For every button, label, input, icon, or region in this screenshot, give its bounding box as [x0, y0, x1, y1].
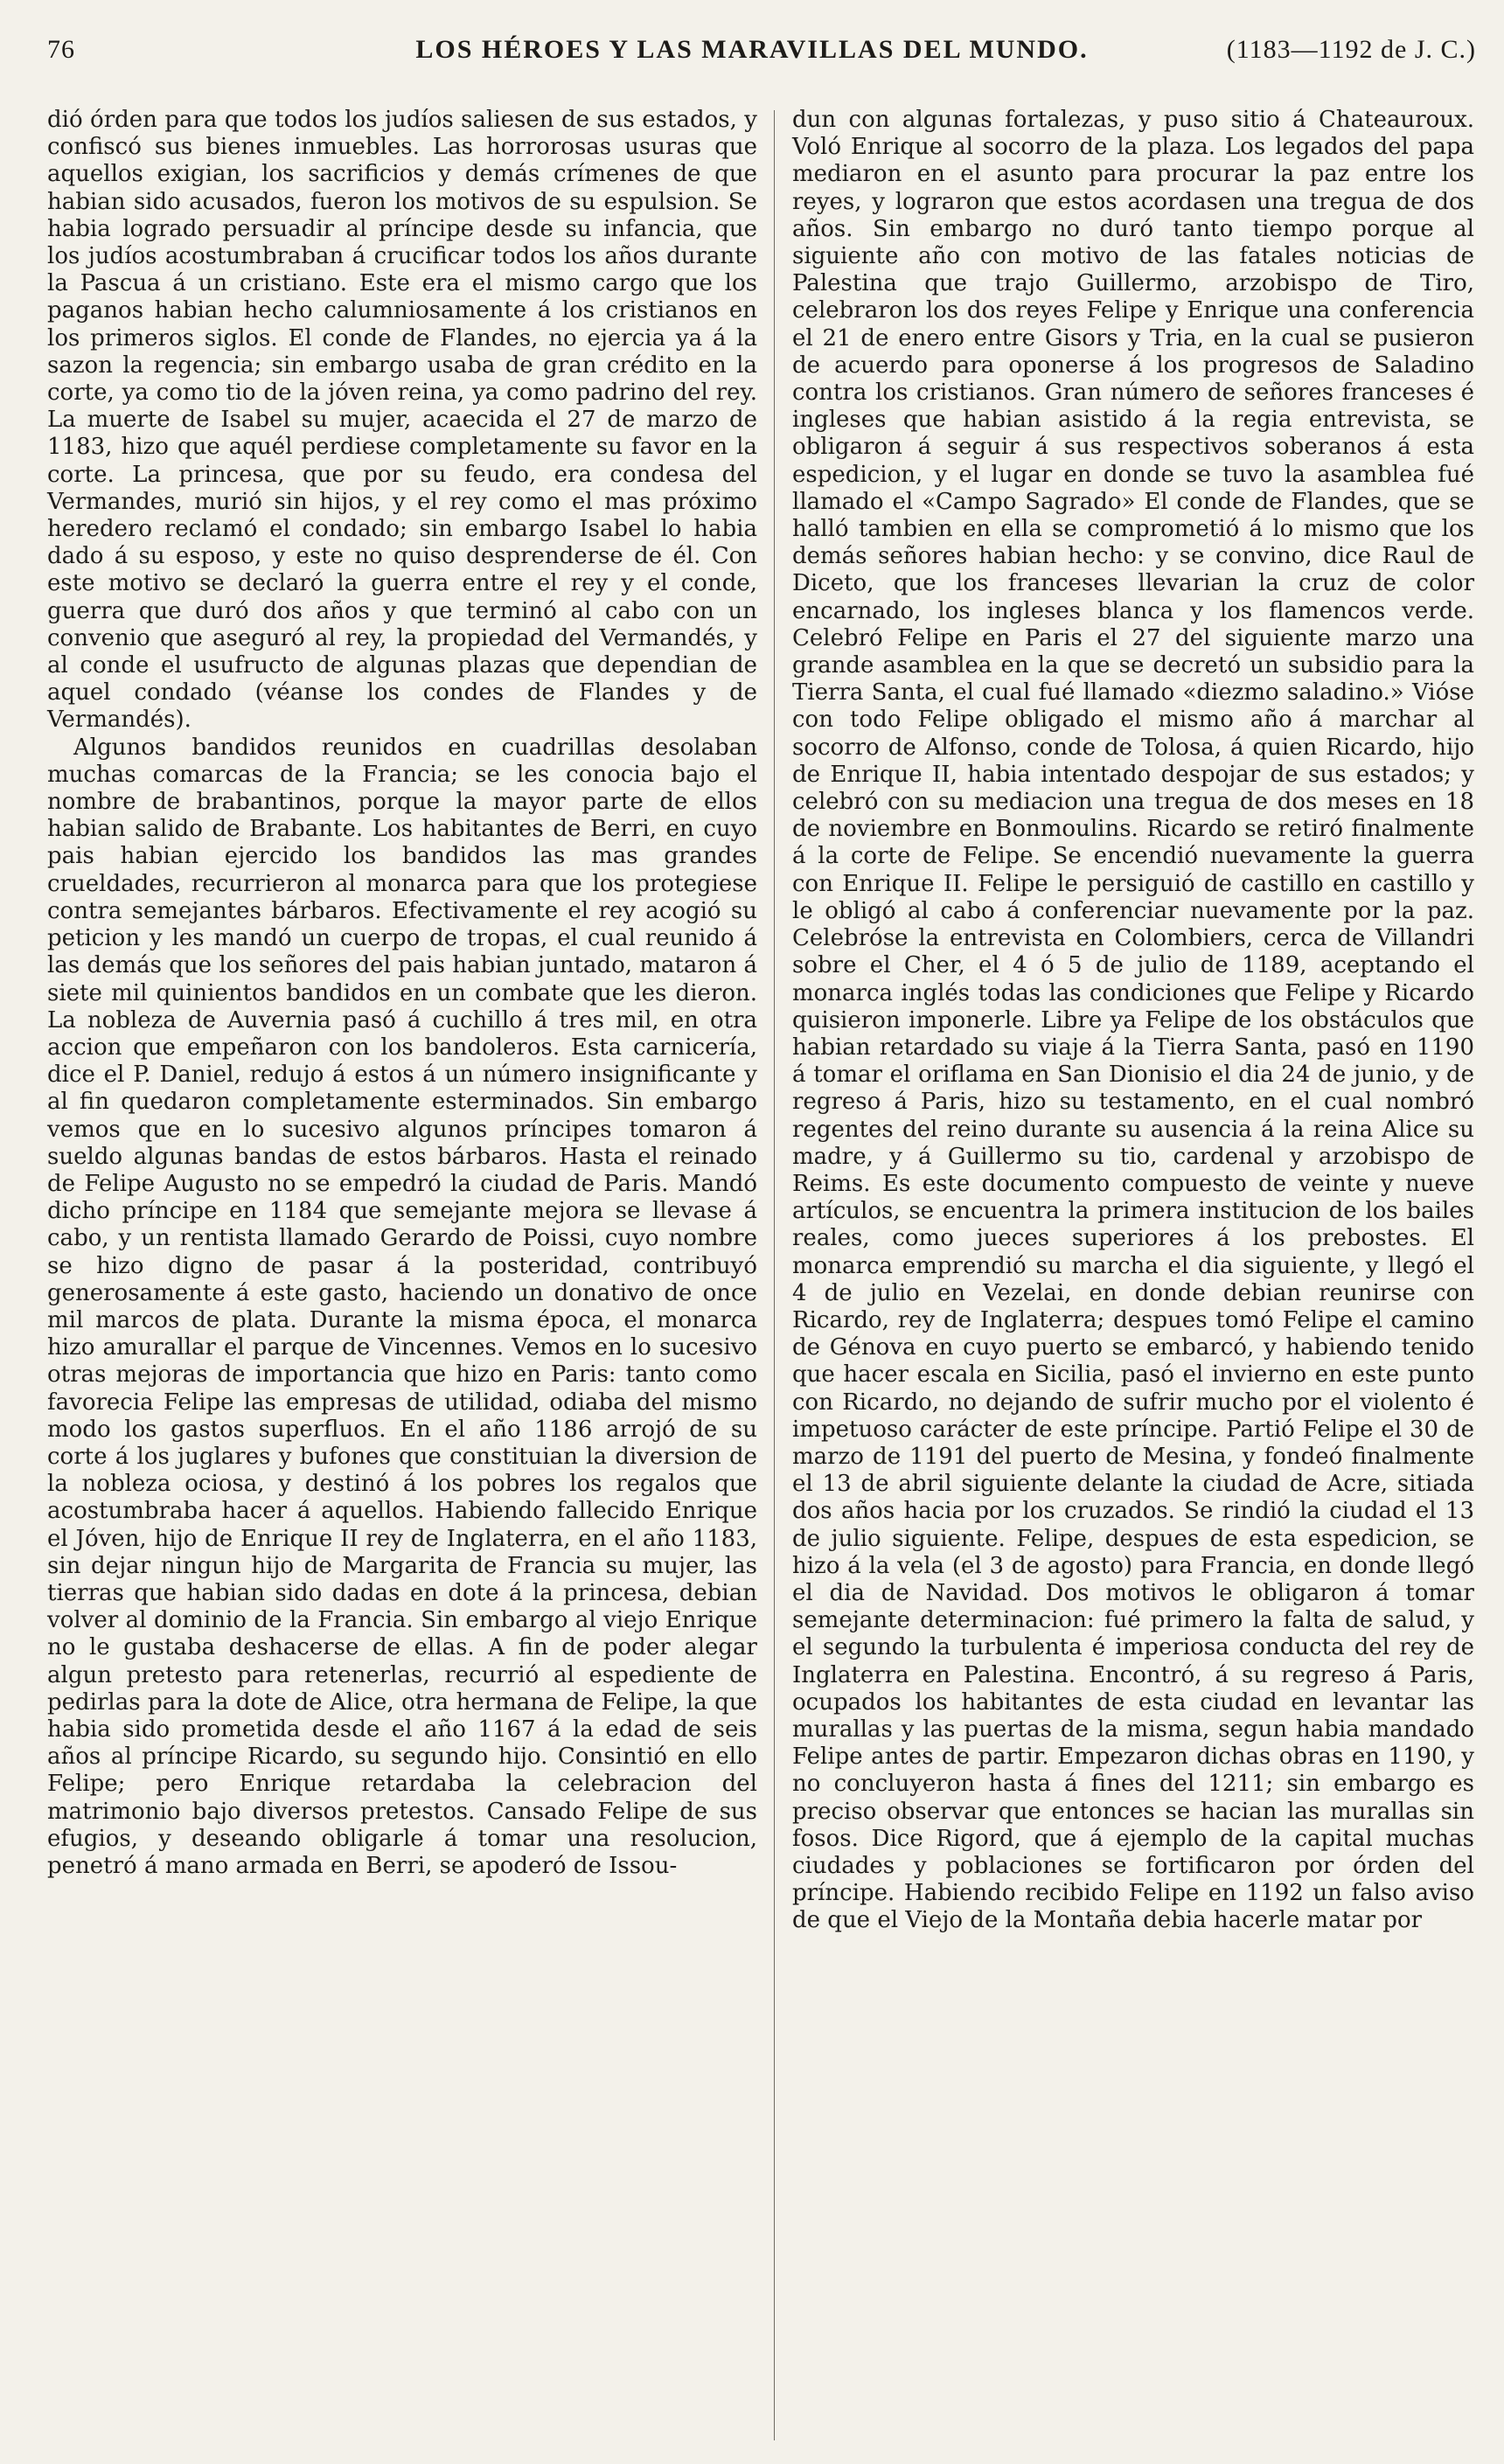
left-column	[47, 107, 757, 1880]
column-divider	[774, 110, 775, 2440]
page-number: 76	[47, 35, 75, 64]
date-range: (1183—1192 de J. C.)	[1226, 35, 1476, 64]
paragraph: Algunos bandidos reunidos en cuadrillas desolaban muchas comarcas de la Francia; se les conocia bajo el nombre de brabantinos, porque la mayor parte de ellos habian salido de Brabante. Los habitantes de Berri, en cuyo pais habian ejercido los bandidos las mas grandes crueldades, recurrieron al monarca para que los protegiese contra semejantes bárbaros. Efectivamente el rey acogió su peticion y les mandó un cuerpo de tropas, el cual reunido á las demás que los señores del pais habian juntado, mataron á siete mil quinientos bandidos en un combate que les dieron. La nobleza de Auvernia pasó á cuchillo á tres mil, en otra accion que empeñaron con los bandoleros. Esta carnicería, dice el P. Daniel, redujo á estos á un número insignificante y al fin quedaron completamente esterminados. Sin embargo vemos que en lo sucesivo algunos príncipes tomaron á sueldo algunas bandas de estos bárbaros. Hasta el reinado de Felipe Augusto no se empedró la ciudad de Paris. Mandó dicho príncipe en 1184 que semejante mejora se llevase á cabo, y un rentista llamado Gerardo de Poissi, cuyo nombre se hizo digno de pasar á la posteridad, contribuyó generosamente á este gasto, haciendo un donativo de once mil marcos de plata. Durante la misma época, el monarca hizo amurallar el parque de Vincennes. Vemos en lo sucesivo otras mejoras de importancia que hizo en Paris: tanto como favorecia Felipe las empresas de utilidad, odiaba del mismo modo los gastos superfluos. En el año 1186 arrojó de su corte á los juglares y bufones que constituian la diversion de la nobleza ociosa, y destinó á los pobres los regalos que acostumbraba hacer á aquellos. Habiendo fallecido Enrique el Jóven, hijo de Enrique II rey de Inglaterra, en el año 1183, sin dejar ningun hijo de Margarita de Francia su mujer, las tierras que habian sido dadas en dote á la princesa, debian volver al dominio de la Francia. Sin embargo al viejo Enrique no le gustaba deshacerse de ellas. A fin de poder alegar algun pretesto para retenerlas, recurrió al espediente de pedirlas para la dote de Alice, otra hermana de Felipe, la que habia sido prometida desde el año 1167 á la edad de seis años al príncipe Ricardo, su segundo hijo. Consintió en ello Felipe; pero Enrique retardaba la celebracion del matrimonio bajo diversos pretestos. Cansado Felipe de sus efugios, y deseando obligarle á tomar una resolucion, penetró á mano armada en Berri, se apoderó de Issou-	[47, 734, 757, 1879]
paragraph: dió órden para que todos los judíos saliesen de sus estados, y confiscó sus bienes inmuebles. Las horrorosas usuras que aquellos exigian, los sacrificios y demás crímenes de que habian sido acusados, fueron los motivos de su espulsion. Se habia logrado persuadir al príncipe desde su infancia, que los judíos acostumbraban á crucificar todos los años durante la Pascua á un cristiano. Este era el mismo cargo que los paganos habian hecho calumniosamente á los cristianos en los primeros siglos. El conde de Flandes, no ejercia ya á la sazon la regencia; sin embargo usaba de gran crédito en la corte, ya como tio de la jóven reina, ya como padrino del rey. La muerte de Isabel su mujer, acaecida el 27 de marzo de 1183, hizo que aquél perdiese completamente su favor en la corte. La princesa, que por su feudo, era condesa del Vermandes, murió sin hijos, y el rey como el mas próximo heredero reclamó el condado; sin embargo Isabel lo habia dado á su esposo, y este no quiso desprenderse de él. Con este motivo se declaró la guerra entre el rey y el conde, guerra que duró dos años y que terminó al cabo con un convenio que aseguró al rey, la propiedad del Vermandés, y al conde el usufructo de algunas plazas que dependian de aquel condado (véanse los condes de Flandes y de Vermandés).	[47, 107, 757, 734]
page-header	[0, 28, 1504, 80]
running-title: LOS HÉROES Y LAS MARAVILLAS DEL MUNDO.	[415, 35, 1089, 64]
paragraph: dun con algunas fortalezas, y puso sitio á Chateauroux. Voló Enrique al socorro de la plaza. Los legados del papa mediaron en el asunto para procurar la paz entre los reyes, y lograron que estos acordasen una tregua de dos años. Sin embargo no duró tanto tiempo porque al siguiente año con motivo de las fatales noticias de Palestina que trajo Guillermo, arzobispo de Tiro, celebraron los dos reyes Felipe y Enrique una conferencia el 21 de enero entre Gisors y Tria, en la cual se pusieron de acuerdo para oponerse á los progresos de Saladino contra los cristianos. Gran número de señores franceses é ingleses que habian asistido á la regia entrevista, se obligaron á seguir á sus respectivos soberanos á esta espedicion, y el lugar en donde se tuvo la asamblea fué llamado el «Campo Sagrado» El conde de Flandes, que se halló tambien en ella se comprometió á lo mismo que los demás señores habian hecho: y se convino, dice Raul de Diceto, que los franceses llevarian la cruz de color encarnado, los ingleses blanca y los flamencos verde. Celebró Felipe en Paris el 27 del siguiente marzo una grande asamblea en la que se decretó un subsidio para la Tierra Santa, el cual fué llamado «diezmo saladino.» Vióse con todo Felipe obligado el mismo año á marchar al socorro de Alfonso, conde de Tolosa, á quien Ricardo, hijo de Enrique II, habia intentado despojar de sus estados; y celebró con su mediacion una tregua de dos meses en 18 de noviembre en Bonmoulins. Ricardo se retiró finalmente á la corte de Felipe. Se encendió nuevamente la guerra con Enrique II. Felipe le persiguió de castillo en castillo y le obligó al cabo á conferenciar nuevamente por la paz. Celebróse la entrevista en Colombiers, cerca de Villandri sobre el Cher, el 4 ó 5 de julio de 1189, aceptando el monarca inglés todas las condiciones que Felipe y Ricardo quisieron imponerle. Libre ya Felipe de los obstáculos que habian retardado su viaje á la Tierra Santa, pasó en 1190 á tomar el oriflama en San Dionisio el dia 24 de junio, y de regreso á Paris, hizo su testamento, en el cual nombró regentes del reino durante su ausencia á la reina Alice su madre, y á Guillermo su tio, cardenal y arzobispo de Reims. Es este documento compuesto de veinte y nueve artículos, se encuentra la primera institucion de los bailes reales, como jueces superiores á los prebostes. El monarca emprendió su marcha el dia siguiente, y llegó el 4 de julio en Vezelai, en donde debian reunirse con Ricardo, rey de Inglaterra; despues tomó Felipe el camino de Génova en cuyo puerto se embarcó, y habiendo tenido que hacer escala en Sicilia, pasó el invierno en este punto con Ricardo, no dejando de sufrir mucho por el violento é impetuoso carácter de este príncipe. Partió Felipe el 30 de marzo de 1191 del puerto de Mesina, y fondeó finalmente el 13 de abril siguiente delante la ciudad de Acre, sitiada dos años hacia por los cruzados. Se rindió la ciudad el 13 de julio siguiente. Felipe, despues de esta espedicion, se hizo á la vela (el 3 de agosto) para Francia, en donde llegó el dia de Navidad. Dos motivos le obligaron á tomar semejante determinacion: fué primero la falta de salud, y el segundo la turbulenta é imperiosa conducta del rey de Inglaterra en Palestina. Encontró, á su regreso á Paris, ocupados los habitantes de esta ciudad en levantar las murallas y las puertas de la misma, segun habia mandado Felipe antes de partir. Empezaron dichas obras en 1190, y no concluyeron hasta á fines del 1211; sin embargo es preciso observar que entonces se hacian las murallas sin fosos. Dice Rigord, que á ejemplo de la capital muchas ciudades y poblaciones se fortificaron por órden del príncipe. Habiendo recibido Felipe en 1192 un falso aviso de que el Viejo de la Montaña debia hacerle matar por	[792, 107, 1474, 1934]
right-column	[792, 107, 1474, 1935]
